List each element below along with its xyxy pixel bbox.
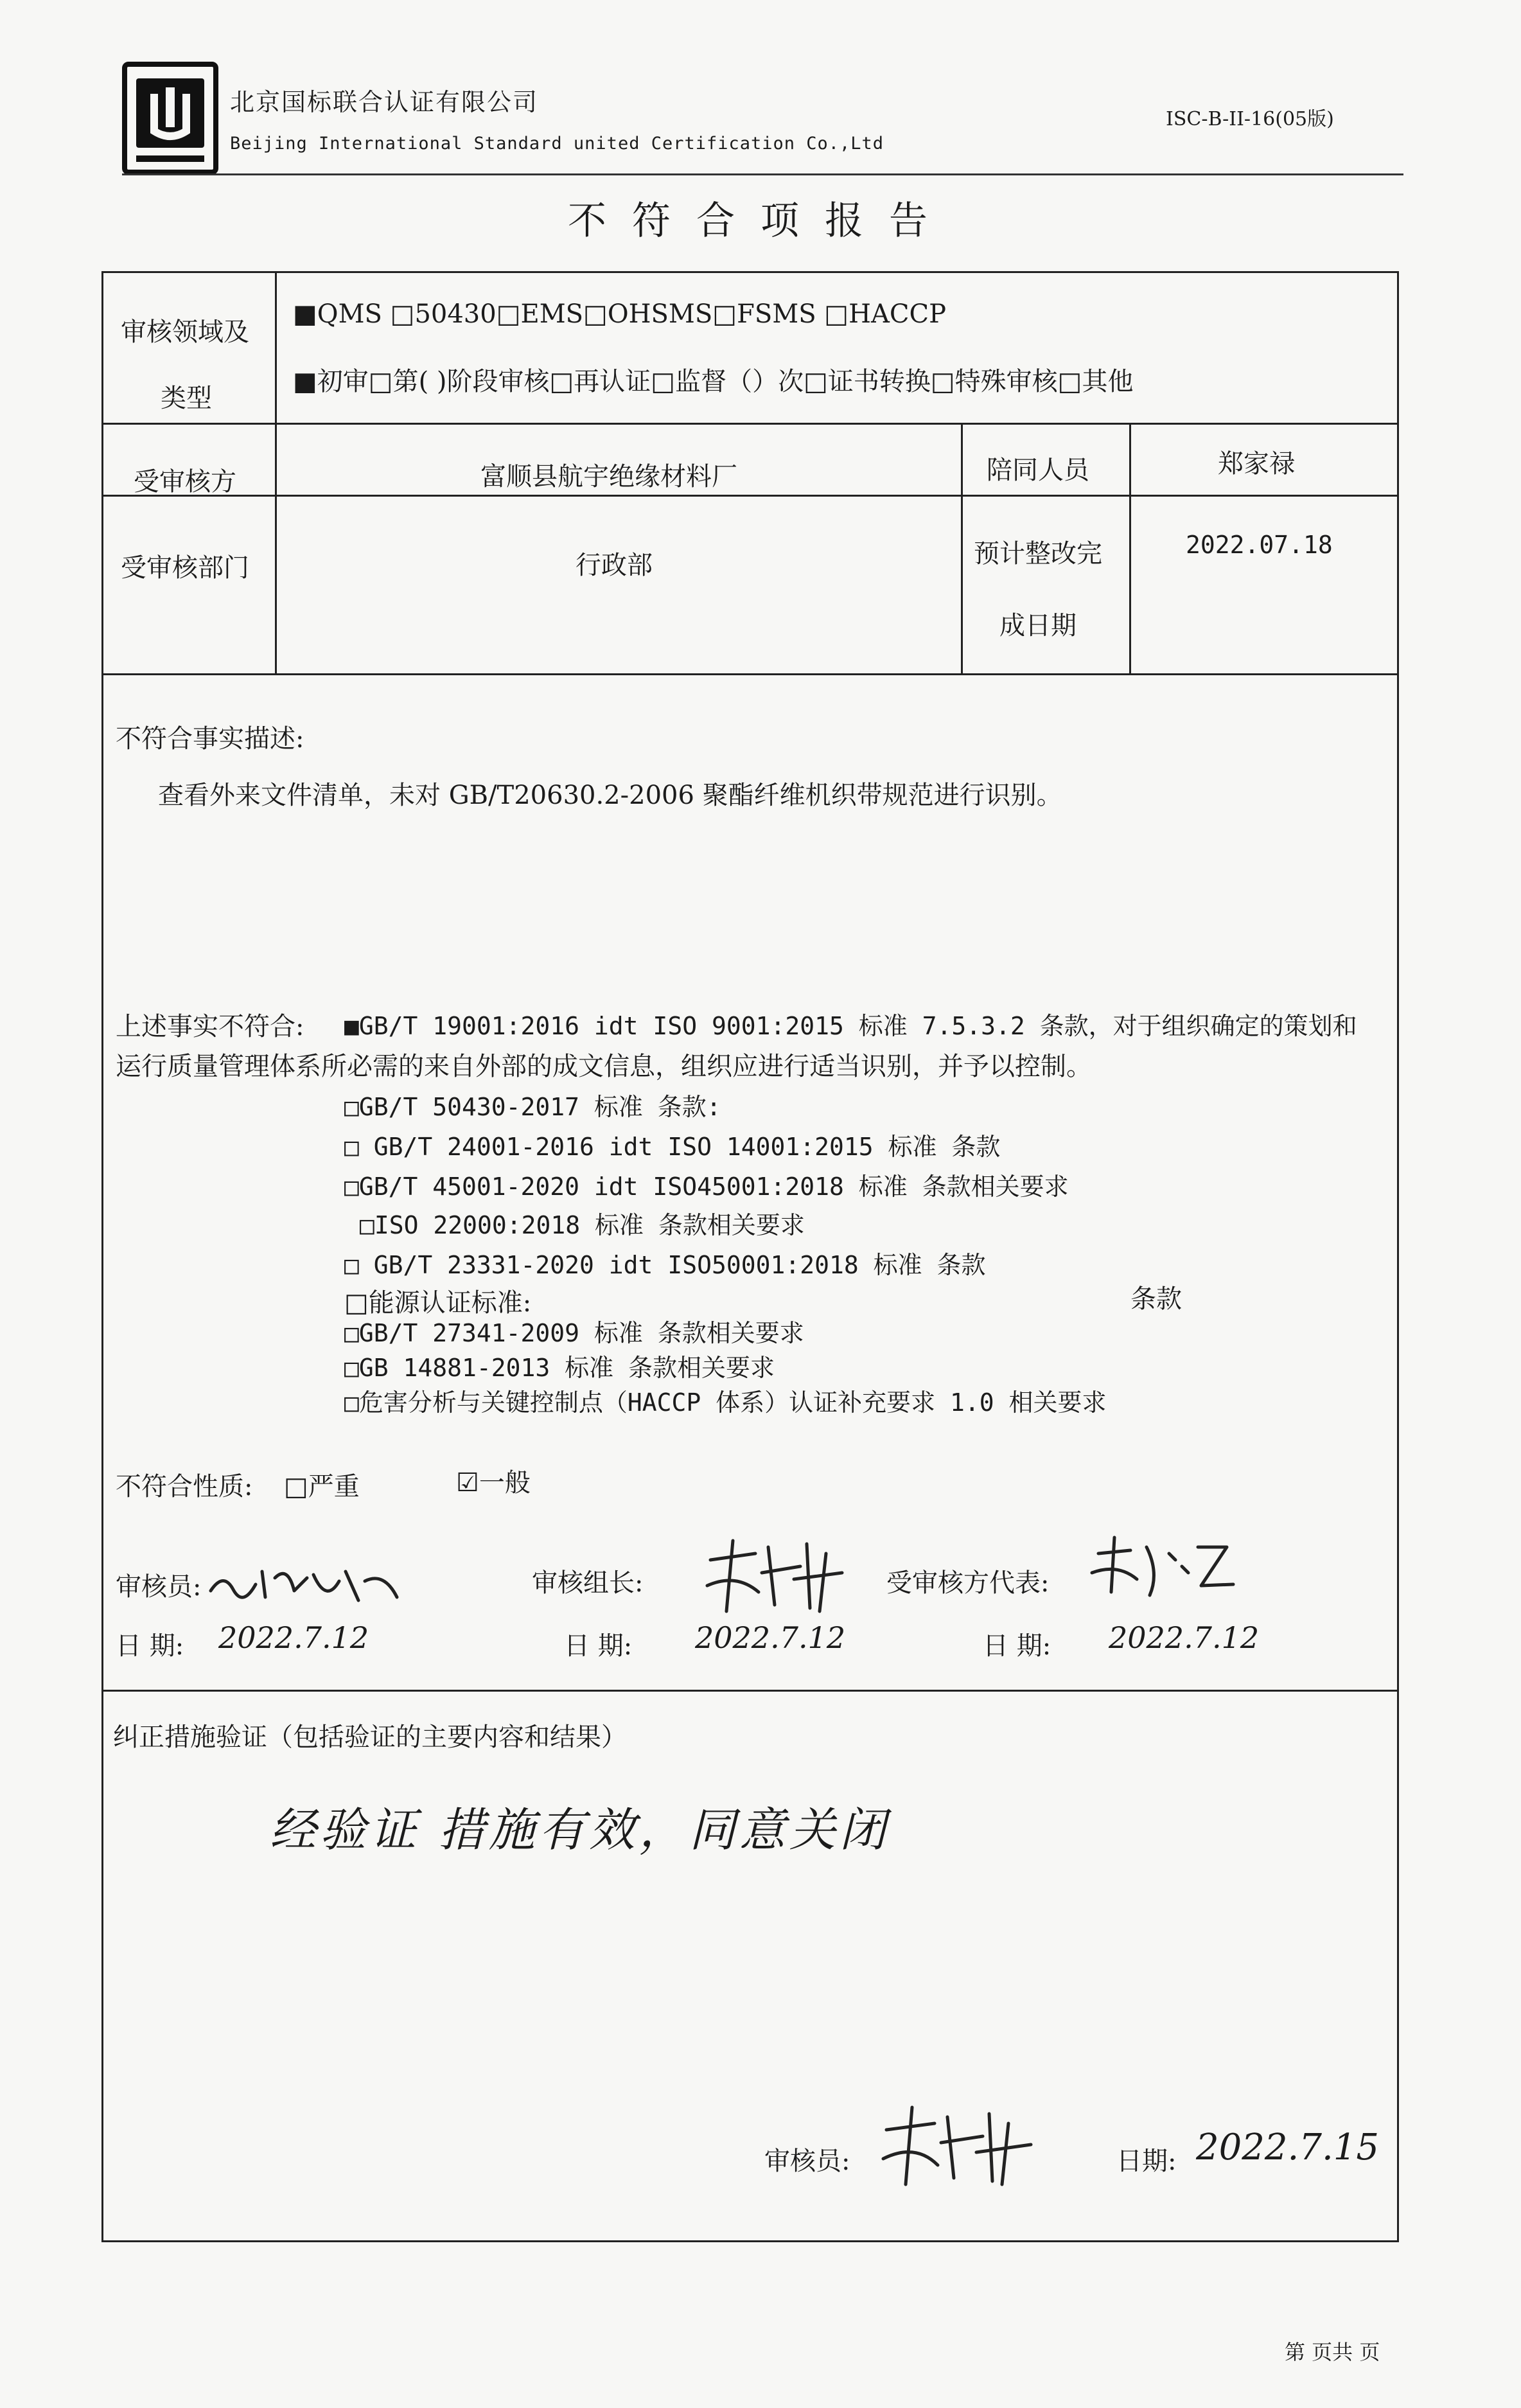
- standard-item: □危害分析与关键控制点（HACCP 体系）认证补充要求 1.0 相关要求: [344, 1388, 1107, 1417]
- verification-auditor-label: 审核员:: [764, 2147, 850, 2176]
- page-number: 第 页共 页: [1285, 2340, 1380, 2364]
- description-label: 不符合事实描述:: [116, 724, 304, 754]
- leader-date: 2022.7.12: [695, 1620, 846, 1655]
- severity-serious: □严重: [284, 1472, 360, 1501]
- standard-item: □ GB/T 23331-2020 idt ISO50001:2018 标准 条款: [344, 1251, 986, 1279]
- auditee-rep-date-label: 日 期:: [983, 1631, 1051, 1661]
- verification-auditor-signature: [874, 2101, 1041, 2191]
- clause-line-1: ■GB/T 19001:2016 idt ISO 9001:2015 标准 7.5.3.2 条款，对于组织确定的策划和: [344, 1012, 1357, 1040]
- auditor-signature: [204, 1559, 416, 1610]
- auditee-value: 富顺县航宇绝缘材料厂: [480, 462, 737, 491]
- clause-line-2: 运行质量管理体系所必需的来自外部的成文信息，组织应进行适当识别，并予以控制。: [116, 1052, 1092, 1081]
- verification-label: 纠正措施验证（包括验证的主要内容和结果）: [113, 1722, 627, 1752]
- auditor-label: 审核员:: [116, 1572, 202, 1602]
- standard-item: □GB/T 45001-2020 idt ISO45001:2018 标准 条款相关要求: [344, 1173, 1069, 1201]
- accompany-label: 陪同人员: [987, 456, 1089, 485]
- audit-domain-options: ■QMS □50430□EMS□OHSMS□FSMS □HACCP: [293, 299, 946, 329]
- auditor-date-label: 日 期:: [116, 1631, 184, 1661]
- standard-item: □GB/T 27341-2009 标准 条款相关要求: [344, 1319, 804, 1347]
- form-code: ISC-B-II-16(05版): [1166, 108, 1334, 130]
- auditee-rep-label: 受审核方代表:: [886, 1568, 1050, 1598]
- verification-result: 经验证 措施有效，同意关闭: [270, 1803, 890, 1857]
- row-divider: [101, 423, 1399, 425]
- column-divider: [1129, 423, 1131, 675]
- company-name-en: Beijing International Standard united Certification Co.,Ltd: [230, 134, 884, 154]
- row-divider: [101, 1690, 1399, 1692]
- auditor-date: 2022.7.12: [218, 1620, 369, 1655]
- auditee-rep-date: 2022.7.12: [1109, 1620, 1260, 1655]
- auditee-rep-signature: [1086, 1534, 1240, 1605]
- energy-clause: 条款: [1130, 1284, 1182, 1314]
- leader-label: 审核组长:: [532, 1568, 644, 1598]
- audit-type-options: ■初审□第( )阶段审核□再认证□监督（）次□证书转换□特殊审核□其他: [293, 367, 1134, 396]
- document-title: 不符合项报告: [568, 199, 953, 243]
- column-divider: [275, 271, 277, 675]
- leader-date-label: 日 期:: [564, 1631, 633, 1661]
- completion-date-label-2: 成日期: [999, 611, 1077, 641]
- severity-label: 不符合性质:: [116, 1472, 253, 1501]
- department-value: 行政部: [576, 551, 653, 580]
- standard-item: □GB 14881-2013 标准 条款相关要求: [344, 1354, 775, 1382]
- audit-domain-label-2: 类型: [161, 384, 212, 413]
- standard-item: □能源认证标准:: [344, 1288, 532, 1318]
- verification-date-label: 日期:: [1116, 2147, 1177, 2176]
- accompany-value: 郑家禄: [1218, 449, 1295, 479]
- department-label: 受审核部门: [121, 553, 249, 583]
- column-divider: [961, 423, 963, 675]
- company-logo: [122, 62, 218, 175]
- standard-item: □GB/T 50430-2017 标准 条款:: [344, 1093, 721, 1121]
- completion-date-value: 2022.07.18: [1186, 531, 1333, 559]
- verification-date: 2022.7.15: [1196, 2127, 1380, 2168]
- audit-domain-label: 审核领域及: [121, 317, 249, 347]
- row-divider: [101, 673, 1399, 675]
- auditee-label: 受审核方: [134, 467, 236, 497]
- company-name-cn: 北京国标联合认证有限公司: [230, 88, 539, 116]
- completion-date-label: 预计整改完: [974, 539, 1102, 569]
- row-divider: [101, 495, 1399, 497]
- clause-intro: 上述事实不符合:: [116, 1012, 304, 1041]
- severity-general: ☑一般: [456, 1468, 531, 1498]
- description-text: 查看外来文件清单，未对 GB/T20630.2-2006 聚酯纤维机织带规范进行识别。: [158, 781, 1062, 810]
- header-divider: [122, 173, 1403, 175]
- standard-item: □ISO 22000:2018 标准 条款相关要求: [360, 1211, 805, 1239]
- leader-signature: [698, 1534, 852, 1618]
- standard-item: □ GB/T 24001-2016 idt ISO 14001:2015 标准 条款: [344, 1133, 1001, 1161]
